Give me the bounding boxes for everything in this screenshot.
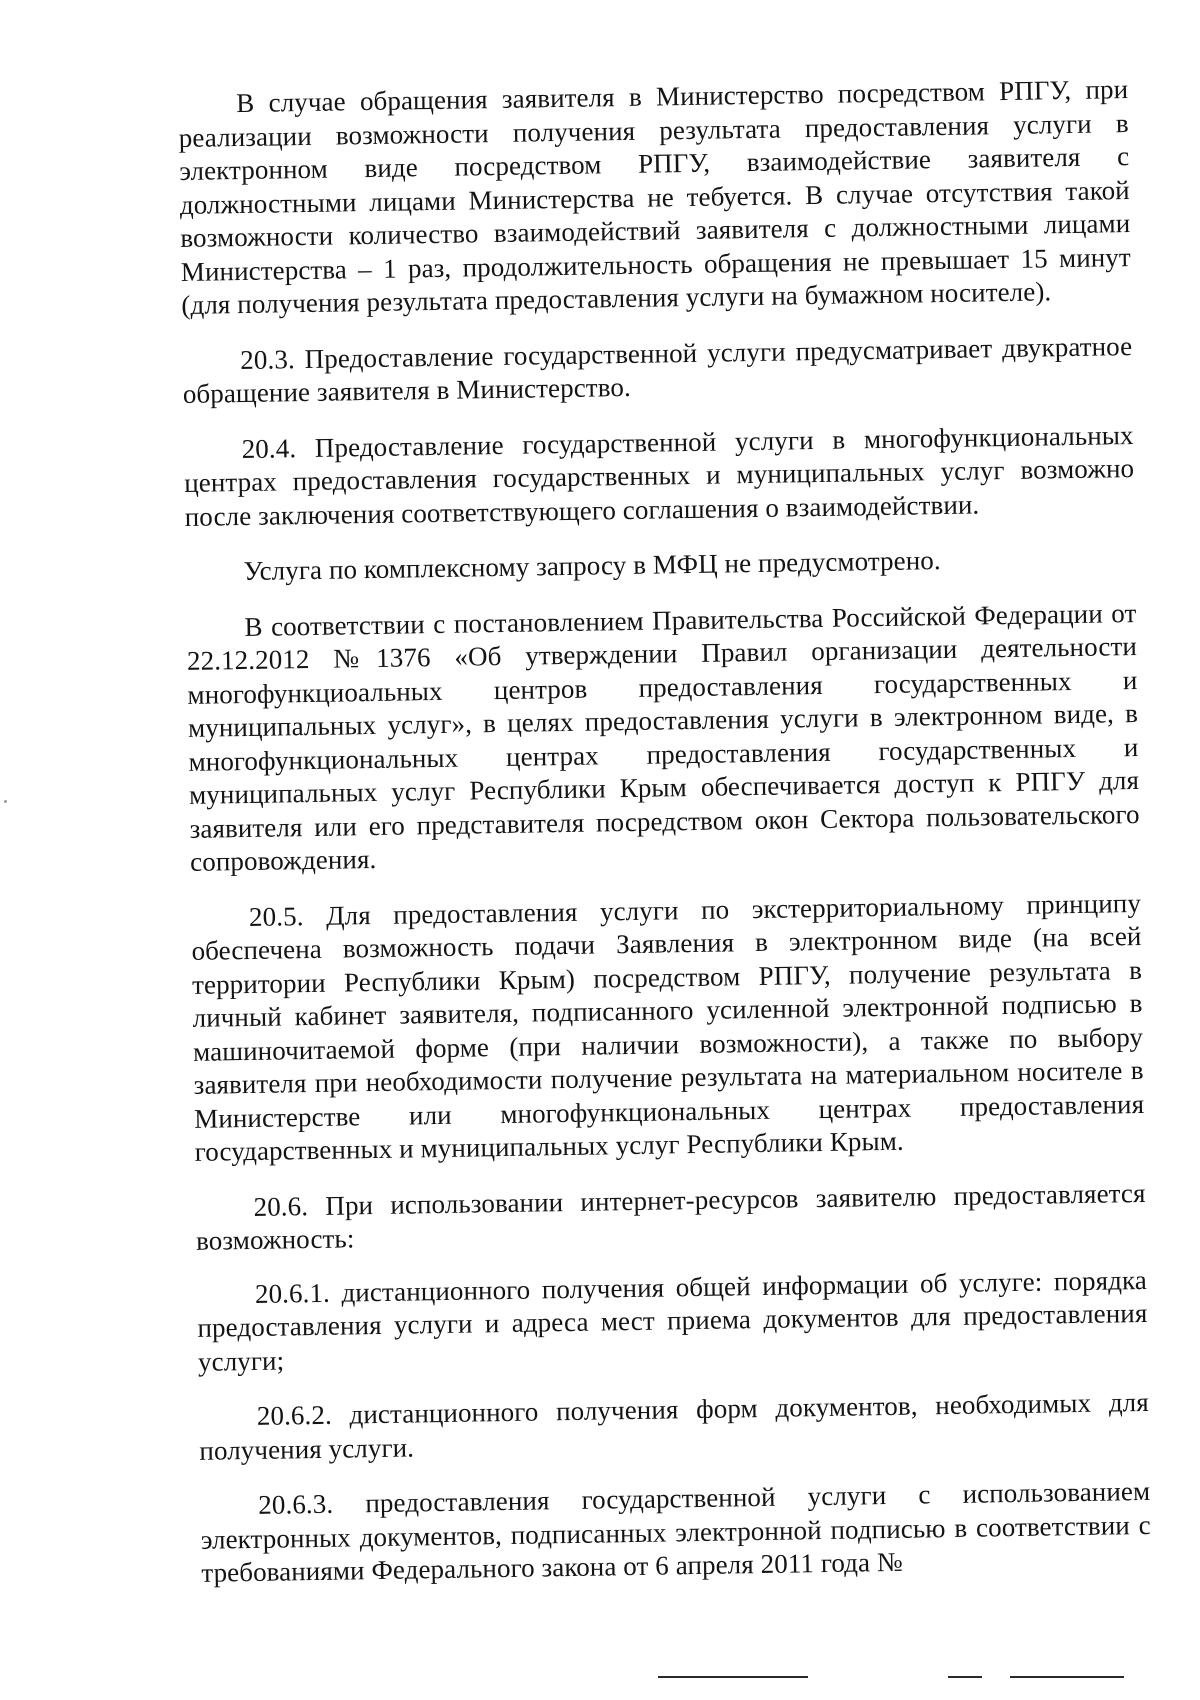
margin-speck <box>4 800 7 803</box>
paragraph-mfc: Услуга по комплексному запросу в МФЦ не предусмотрено. <box>243 545 941 587</box>
paragraph-20-6-3: 20.6.3. предоставления государственной услуги с использованием электронных документов, подписанных электронной подписью в соответствии с требованиями Федерального закона от 6 апреля 2011 года № <box>200 1475 1151 1588</box>
paragraph-20-4: 20.4. Предоставление государственной услуги в многофункциональных центрах предоставления государственных и муниципальных услуг возможно после заключения соответствующего соглашения о взаимодействии. <box>183 419 1135 532</box>
paragraph-20-6-1: 20.6.1. дистанционного получения общей информации об услуге: порядка предоставления услуги и адреса мест приема документов для предоставления услуги; <box>197 1264 1148 1377</box>
footer-rule-right <box>1010 1676 1124 1678</box>
paragraph-decree: В соответствии с постановлением Правительства Российской Федерации от 22.12.2012 №1376 «Об утверждении Правил организации деятельности многофункциоальных центров предоставления государственных и муниципальных услуг», в целях предоставления услуги в электронном виде, в многофункциональных центрах предоставления государственных и муниципальных услуг Республики Крым обеспечивается доступ к РПГУ для заявителя или его представителя посредством окон Сектора пользовательского сопровождения. <box>186 597 1140 877</box>
paragraph-intro: В случае обращения заявителя в Министерство посредством РПГУ, при реализации возможности получения результата предоставления услуги в электронном виде посредством РПГУ, взаимодействие заявителя с должностными лицами Министерства не тебуется. В случае отсутствия такой возможности количество взаимодействий заявителя с должностными лицами Министерства – 1 раз, продолжительность обращения не превышает 15 минут (для получения результата предоставления услуги на бумажном носителе). <box>178 74 1132 320</box>
paragraph-20-6-2: 20.6.2. дистанционного получения форм документов, необходимых для получения услуги. <box>199 1386 1149 1466</box>
paragraph-20-6: 20.6. При использовании интернет-ресурсов заявителю предоставляется возможность: <box>195 1177 1146 1256</box>
document-page <box>178 73 1152 1612</box>
paragraph-20-3: 20.3. Предоставление государственной услуги предусматривает двукратное обращение заявителя в Министерство. <box>182 330 1133 409</box>
paragraph-20-5: 20.5. Для предоставления услуги по экстерриториальному принципу обеспечена возможность подачи Заявления в электронном виде (на всей территории Республики Крым) посредством РПГУ, получение результата в личный кабинет заявителя, подписанного усиленной электронной подписью в машиночитаемой форме (при наличии возможности), а также по выбору заявителя при необходимости получение результата на материальном носителе в Министерстве или многофункциональных центрах предоставления государственных и муниципальных услуг Республики Крым. <box>191 887 1145 1167</box>
footer-rule-left <box>658 1676 808 1678</box>
footer-dash <box>948 1676 982 1678</box>
